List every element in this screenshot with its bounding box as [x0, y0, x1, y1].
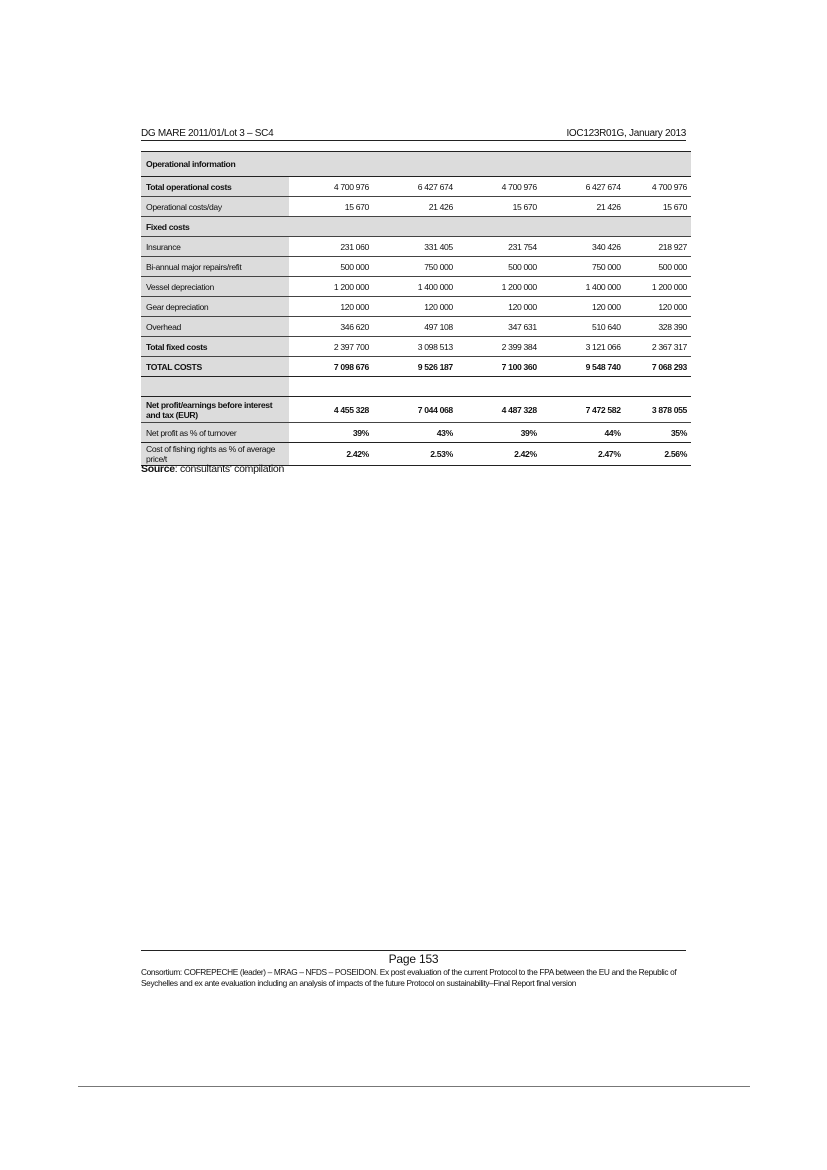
cell: 39% — [457, 423, 541, 443]
cell: 15 670 — [289, 197, 373, 217]
row-label: Overhead — [141, 317, 289, 337]
cell: 1 200 000 — [625, 277, 691, 297]
header-reference: DG MARE 2011/01/Lot 3 – SC4 — [141, 128, 274, 139]
cell: 2.42% — [457, 443, 541, 466]
section-label: Operational information — [141, 152, 691, 177]
cell: 120 000 — [625, 297, 691, 317]
cell: 2 367 317 — [625, 337, 691, 357]
bottom-rule — [78, 1086, 750, 1087]
cell: 2 397 700 — [289, 337, 373, 357]
cell: 120 000 — [541, 297, 625, 317]
cell: 4 487 328 — [457, 397, 541, 423]
cell: 1 200 000 — [457, 277, 541, 297]
cell: 43% — [373, 423, 457, 443]
cell: 500 000 — [625, 257, 691, 277]
page-header — [141, 126, 686, 140]
cell: 2.42% — [289, 443, 373, 466]
page-number: Page 153 — [388, 952, 439, 966]
cell: 3 878 055 — [625, 397, 691, 423]
source-text: : consultants' compilation — [174, 463, 284, 475]
cell: 7 044 068 — [373, 397, 457, 423]
cell: 328 390 — [625, 317, 691, 337]
cell: 9 526 187 — [373, 357, 457, 377]
cell: 7 472 582 — [541, 397, 625, 423]
cell: 231 754 — [457, 237, 541, 257]
row-label: Vessel depreciation — [141, 277, 289, 297]
cell: 15 670 — [625, 197, 691, 217]
cell: 2.56% — [625, 443, 691, 466]
cell: 120 000 — [289, 297, 373, 317]
cell: 39% — [289, 423, 373, 443]
row-label: Net profit/earnings before interest and tax (EUR) — [141, 397, 289, 423]
cell: 500 000 — [289, 257, 373, 277]
cell: 340 426 — [541, 237, 625, 257]
section-row-operational — [141, 152, 691, 177]
table-row-total — [141, 357, 691, 377]
footer-text: Consortium: COFREPECHE (leader) – MRAG – NFDS – POSEIDON. Ex post evaluation of the current Protocol to the FPA between the EU and the Republic of Seychelles and ex ante evaluation including an analysis of impacts of the future Protocol on sustainability–Final Report final version — [141, 967, 677, 988]
cell: 510 640 — [541, 317, 625, 337]
cell: 500 000 — [457, 257, 541, 277]
cell: 2.47% — [541, 443, 625, 466]
cell: 218 927 — [625, 237, 691, 257]
cell: 6 427 674 — [373, 177, 457, 197]
cell: 3 121 066 — [541, 337, 625, 357]
cell: 347 631 — [457, 317, 541, 337]
cell: 15 670 — [457, 197, 541, 217]
row-label: Operational costs/day — [141, 197, 289, 217]
cell: 44% — [541, 423, 625, 443]
cell: 120 000 — [373, 297, 457, 317]
section-label: Fixed costs — [141, 217, 691, 237]
footer-rule — [141, 950, 686, 951]
cell: 4 700 976 — [289, 177, 373, 197]
blank-cell — [141, 377, 289, 397]
cell: 120 000 — [457, 297, 541, 317]
cell: 6 427 674 — [541, 177, 625, 197]
row-label: TOTAL COSTS — [141, 357, 289, 377]
spacer-row — [141, 377, 691, 397]
cell: 7 098 676 — [289, 357, 373, 377]
cell: 4 700 976 — [625, 177, 691, 197]
row-label: Total fixed costs — [141, 337, 289, 357]
cell: 750 000 — [541, 257, 625, 277]
blank-cell — [541, 377, 625, 397]
blank-cell — [625, 377, 691, 397]
source-label: Source — [141, 463, 175, 475]
cell: 1 400 000 — [541, 277, 625, 297]
cell: 35% — [625, 423, 691, 443]
row-label: Gear depreciation — [141, 297, 289, 317]
cell: 331 405 — [373, 237, 457, 257]
header-report-code: IOC123R01G, January 2013 — [566, 128, 686, 139]
row-label: Net profit as % of turnover — [141, 423, 289, 443]
table-row — [141, 397, 691, 423]
header-rule — [141, 140, 686, 141]
cell: 1 400 000 — [373, 277, 457, 297]
row-label: Total operational costs — [141, 177, 289, 197]
cell: 4 455 328 — [289, 397, 373, 423]
blank-cell — [457, 377, 541, 397]
table-row — [141, 423, 691, 443]
cell: 3 098 513 — [373, 337, 457, 357]
blank-cell — [289, 377, 373, 397]
blank-cell — [373, 377, 457, 397]
row-label: Insurance — [141, 237, 289, 257]
table-row — [141, 277, 691, 297]
cell: 231 060 — [289, 237, 373, 257]
cell: 21 426 — [541, 197, 625, 217]
table-row — [141, 337, 691, 357]
cell: 2.53% — [373, 443, 457, 466]
cell: 9 548 740 — [541, 357, 625, 377]
table-row — [141, 237, 691, 257]
table-row — [141, 197, 691, 217]
table-row — [141, 297, 691, 317]
table-row — [141, 177, 691, 197]
cell: 21 426 — [373, 197, 457, 217]
cell: 497 108 — [373, 317, 457, 337]
cell: 7 068 293 — [625, 357, 691, 377]
cell: 4 700 976 — [457, 177, 541, 197]
cell: 346 620 — [289, 317, 373, 337]
cell: 750 000 — [373, 257, 457, 277]
section-row-fixed — [141, 217, 691, 237]
source-note — [141, 463, 284, 475]
table-row — [141, 317, 691, 337]
cell: 7 100 360 — [457, 357, 541, 377]
row-label: Bi-annual major repairs/refit — [141, 257, 289, 277]
cell: 1 200 000 — [289, 277, 373, 297]
table-row — [141, 257, 691, 277]
row-label: Cost of fishing rights as % of average price/t — [141, 443, 289, 466]
cell: 2 399 384 — [457, 337, 541, 357]
cost-table — [141, 151, 691, 466]
